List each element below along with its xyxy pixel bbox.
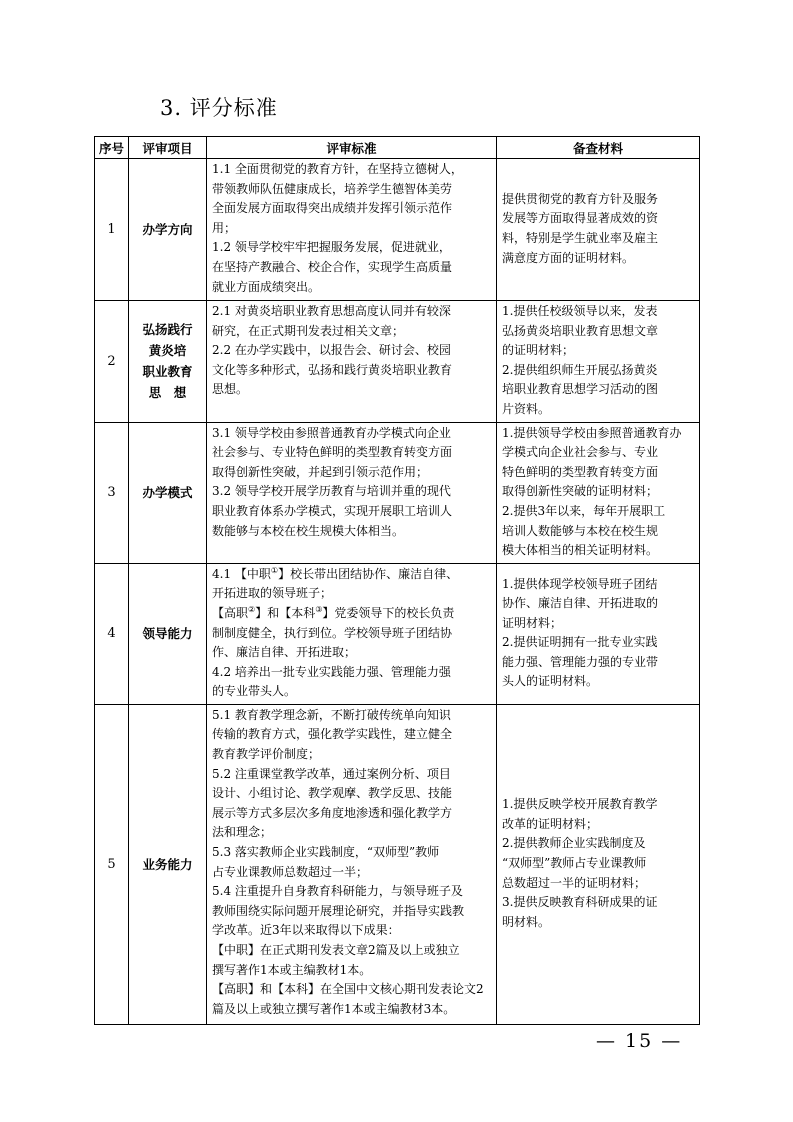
standard-line: 5.3 落实教师企业实践制度，“双师型”教师 (212, 845, 440, 860)
materials-line: 的证明材料； (502, 343, 575, 358)
item-line: 办学模式 (142, 485, 193, 501)
row-seq: 1 (95, 159, 129, 301)
materials-line: 弘扬黄炎培职业教育思想文章 (502, 323, 659, 338)
table-header-row (95, 137, 700, 159)
standard-line: 就业方面成绩突出。 (212, 279, 321, 294)
materials-line: 片资料。 (502, 401, 551, 416)
row-standard (207, 301, 497, 423)
item-line: 思 想 (148, 385, 187, 401)
standard-line: 思想。 (212, 382, 249, 397)
header-materials: 备查材料 (497, 137, 700, 159)
materials-line: 满意度方面的证明材料。 (502, 250, 635, 265)
materials-line: 学模式向企业社会参与、专业 (502, 445, 659, 460)
item-line: 领导能力 (142, 626, 193, 642)
row-standard (207, 563, 497, 704)
item-line: 办学方向 (142, 222, 193, 237)
standard-line: 4.2 培养出一批专业实践能力强、管理能力强 (212, 664, 451, 679)
section-title: 3. 评分标准 (160, 96, 278, 120)
standard-line: 撰写著作1本或主编教材1本。 (212, 962, 372, 977)
materials-line: 总数超过一半的证明材料； (502, 875, 647, 890)
standard-line: 3.1 领导学校由参照普通教育办学模式向企业 (212, 425, 451, 440)
row-seq: 5 (95, 704, 129, 1024)
row-seq: 3 (95, 422, 129, 563)
standard-line: 社会参与、专业特色鲜明的类型教育转变方面 (212, 445, 453, 460)
standard-line: 在坚持产教融合、校企合作，实现学生高质量 (212, 259, 453, 274)
materials-line: 1.提供反映学校开展教育教学 (502, 797, 658, 812)
standard-line: 2.1 对黄炎培职业教育思想高度认同并有较深 (212, 304, 451, 318)
row-item (129, 159, 207, 301)
materials-line: 明材料。 (502, 914, 551, 929)
standard-line: 篇及以上或独立撰写著作1本或主编教材3本。 (212, 1001, 456, 1016)
materials-line: 取得创新性突破的证明材料； (502, 484, 659, 499)
standard-line: 全面发展方面取得突出成绩并发挥引领示范作 (212, 201, 453, 216)
standard-line: 用； (212, 220, 237, 235)
standard-line: 3.2 领导学校开展学历教育与培训并重的现代 (212, 484, 451, 499)
row-standard (207, 159, 497, 301)
standard-line: 占专业课教师总数超过一半； (212, 864, 369, 879)
standard-line: 【高职】和【本科】在全国中文核心期刊发表论文2 (212, 982, 484, 997)
standard-line: 1.1 全面贯彻党的教育方针，在坚持立德树人， (212, 162, 463, 176)
standard-line: 文化等多种形式，弘扬和践行黄炎培职业教育 (212, 362, 453, 377)
standard-line: 制制度健全，执行到位。学校领导班子团结协 (212, 625, 453, 640)
item-line: 弘扬践行 (142, 322, 193, 338)
standard-line: 数能够与本校在校生规模大体相当。 (212, 523, 405, 538)
table-row (95, 422, 700, 563)
materials-line: 改革的证明材料； (502, 816, 599, 831)
materials-line: 3.提供反映教育科研成果的证 (502, 895, 658, 910)
standard-line: 展示等方式多层次多角度地渗透和强化教学方 (212, 805, 453, 820)
page-number: — 15 — (596, 1030, 683, 1052)
standard-line: 的专业带头人。 (212, 684, 297, 699)
item-line: 业务能力 (142, 856, 193, 872)
standard-line: 开拓进取的领导班子； (212, 586, 333, 601)
materials-line: 提供贯彻党的教育方针及服务 (502, 191, 659, 206)
materials-line: 培职业教育思想学习活动的图 (502, 382, 659, 397)
standard-line: 取得创新性突破，并起到引领示范作用； (212, 464, 429, 479)
standard-line: 5.4 注重提升自身教育科研能力，与领导班子及 (212, 884, 463, 899)
row-materials (497, 704, 700, 1024)
row-materials (497, 159, 700, 301)
materials-line: 2.提供组织师生开展弘扬黄炎 (502, 362, 658, 377)
materials-line: 模大体相当的相关证明材料。 (502, 543, 659, 558)
materials-line: 能力强、管理能力强的专业带 (502, 654, 659, 669)
standard-line: 【中职】在正式期刊发表文章2篇及以上或独立 (212, 943, 460, 957)
standard-line: 教师围绕实际问题开展理论研究，并指导实践教 (212, 903, 465, 918)
row-standard (207, 704, 497, 1024)
standard-line: 研究，在正式期刊发表过相关文章； (212, 323, 405, 338)
row-item (129, 301, 207, 423)
materials-line: 协作、廉洁自律、开拓进取的 (502, 596, 659, 611)
materials-line: 1.提供体现学校领导班子团结 (502, 576, 658, 591)
standard-line: 带领教师队伍健康成长，培养学生德智体美劳 (212, 181, 453, 196)
row-standard (207, 422, 497, 563)
materials-line: 2.提供教师企业实践制度及 (502, 836, 646, 851)
table-row (95, 301, 700, 423)
row-materials (497, 563, 700, 704)
materials-line: 2.提供证明拥有一批专业实践 (502, 635, 658, 650)
standard-line: 法和理念； (212, 825, 273, 840)
table-row (95, 563, 700, 704)
header-standard: 评审标准 (207, 137, 497, 159)
item-line: 职业教育 (142, 364, 193, 380)
standard-line: 设计、小组讨论、教学观摩、教学反思、技能 (212, 786, 453, 801)
materials-line: 培训人数能够与本校在校生规 (502, 523, 659, 538)
standard-line: 2.2 在办学实践中，以报告会、研讨会、校园 (212, 343, 451, 358)
materials-line: 特色鲜明的类型教育转变方面 (502, 464, 659, 479)
standard-line: 【高职②】和【本科③】党委领导下的校长负责 (212, 604, 455, 620)
row-item (129, 563, 207, 704)
row-item (129, 422, 207, 563)
row-materials (497, 301, 700, 423)
materials-line: 料，特别是学生就业率及雇主 (502, 231, 659, 245)
row-seq: 2 (95, 301, 129, 423)
materials-line: 发展等方面取得显著成效的资 (502, 211, 659, 226)
materials-line: 头人的证明材料。 (502, 674, 599, 689)
header-item: 评审项目 (129, 137, 207, 159)
row-item (129, 704, 207, 1024)
materials-line: 2.提供3年以来，每年开展职工 (502, 503, 666, 518)
standard-line: 传输的教育方式，强化教学实践性，建立健全 (212, 727, 453, 742)
scoring-criteria-table (94, 136, 700, 1025)
standard-line: 4.1 【中职①】校长带出团结协作、廉洁自律、 (212, 565, 459, 581)
standard-line: 5.2 注重课堂教学改革，通过案例分析、项目 (212, 766, 451, 781)
standard-line: 教育教学评价制度； (212, 747, 321, 762)
materials-line: 1.提供领导学校由参照普通教育办 (502, 425, 682, 440)
row-seq: 4 (95, 563, 129, 704)
item-line: 黄炎培 (148, 343, 187, 359)
materials-line: 1.提供任校级领导以来，发表 (502, 304, 658, 318)
materials-line: “双师型”教师占专业课教师 (502, 856, 647, 871)
standard-line: 作、廉洁自律、开拓进取； (212, 645, 357, 660)
standard-line: 1.2 领导学校牢牢把握服务发展，促进就业， (212, 240, 451, 255)
standard-line: 职业教育体系办学模式，实现开展职工培训人 (212, 503, 453, 518)
standard-line: 5.1 教育教学理念新，不断打破传统单向知识 (212, 707, 451, 722)
materials-line: 证明材料； (502, 615, 563, 630)
header-seq: 序号 (95, 137, 129, 159)
row-materials (497, 422, 700, 563)
table-row (95, 704, 700, 1024)
standard-line: 学改革。近3年以来取得以下成果： (212, 923, 400, 938)
table-row (95, 159, 700, 301)
